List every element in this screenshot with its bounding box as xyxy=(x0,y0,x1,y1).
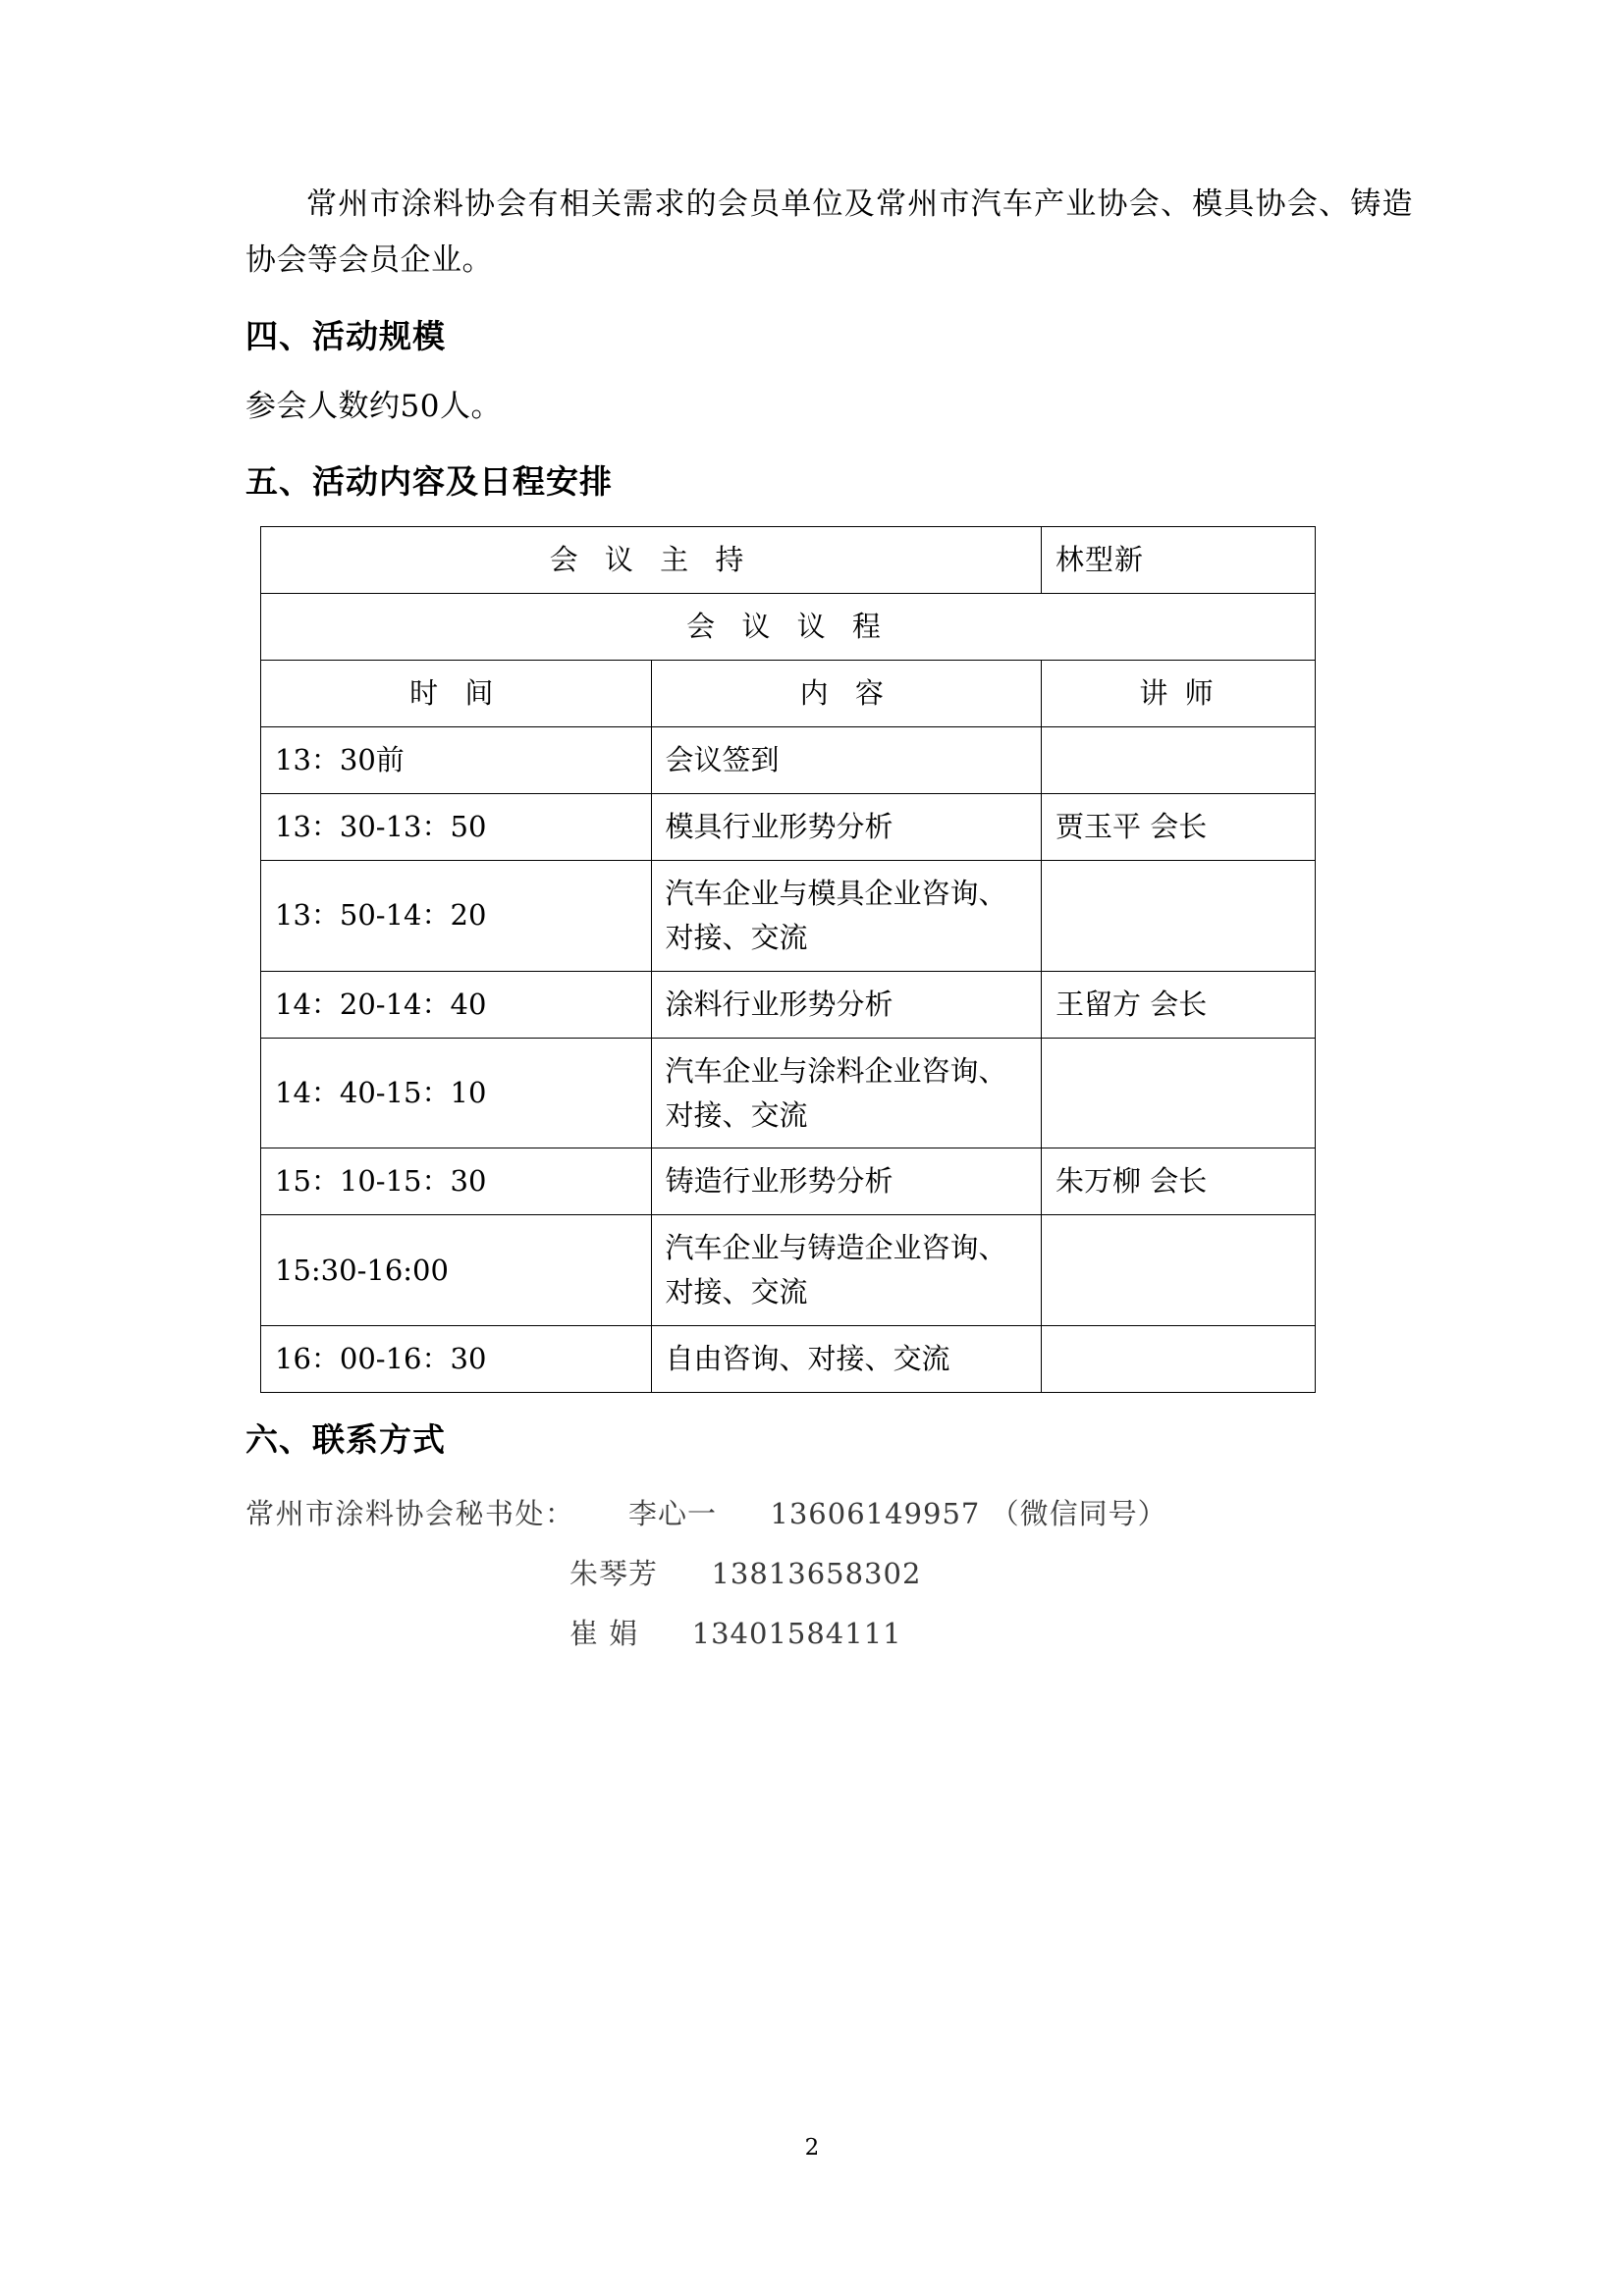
header-teacher: 讲 师 xyxy=(1042,660,1316,726)
table-row xyxy=(261,793,1316,860)
cell-teacher xyxy=(1042,1038,1316,1148)
header-time: 时 间 xyxy=(261,660,652,726)
table-row xyxy=(261,971,1316,1038)
agenda-table xyxy=(260,526,1316,1393)
cell-time: 14：20-14：40 xyxy=(261,971,652,1038)
cell-time: 14：40-15：10 xyxy=(261,1038,652,1148)
cell-content: 汽车企业与铸造企业咨询、对接、交流 xyxy=(651,1215,1042,1326)
contact-line-1 xyxy=(245,1484,1413,1544)
table-row xyxy=(261,860,1316,971)
cell-time: 16：00-16：30 xyxy=(261,1326,652,1393)
table-row-headers xyxy=(261,660,1316,726)
section-heading-five: 五、活动内容及日程安排 xyxy=(245,462,613,502)
cell-teacher xyxy=(1042,726,1316,793)
table-row xyxy=(261,726,1316,793)
header-content: 内 容 xyxy=(651,660,1042,726)
cell-teacher xyxy=(1042,860,1316,971)
contact-note: （微信同号） xyxy=(990,1497,1167,1530)
cell-teacher: 王留方 会长 xyxy=(1042,971,1316,1038)
table-row xyxy=(261,1215,1316,1326)
cell-content: 自由咨询、对接、交流 xyxy=(651,1326,1042,1393)
host-label-cell: 会 议 主 持 xyxy=(261,527,1042,594)
contact-line-3 xyxy=(245,1604,1413,1664)
cell-content: 汽车企业与涂料企业咨询、对接、交流 xyxy=(651,1038,1042,1148)
section-heading-six: 六、联系方式 xyxy=(245,1420,446,1460)
agenda-label-cell: 会 议 议 程 xyxy=(261,594,1316,661)
cell-content: 铸造行业形势分析 xyxy=(651,1148,1042,1215)
section-four-text: 参会人数约50人。 xyxy=(245,389,502,425)
contact-office-label: 常州市涂料协会秘书处： xyxy=(245,1497,575,1530)
contact-name: 朱琴芳 xyxy=(569,1556,659,1590)
table-row-host xyxy=(261,527,1316,594)
contact-phone: 13813658302 xyxy=(711,1556,922,1590)
contact-name: 李心一 xyxy=(627,1497,717,1530)
contact-block xyxy=(245,1484,1413,1664)
cell-time: 13：30-13：50 xyxy=(261,793,652,860)
cell-teacher xyxy=(1042,1215,1316,1326)
cell-time: 13：30前 xyxy=(261,726,652,793)
cell-time: 15：10-15：30 xyxy=(261,1148,652,1215)
cell-content: 汽车企业与模具企业咨询、对接、交流 xyxy=(651,860,1042,971)
cell-teacher xyxy=(1042,1326,1316,1393)
table-row xyxy=(261,1148,1316,1215)
contact-phone: 13606149957 xyxy=(770,1497,981,1530)
contact-name: 崔 娟 xyxy=(569,1616,639,1650)
page-number: 2 xyxy=(804,2135,820,2161)
cell-time: 13：50-14：20 xyxy=(261,860,652,971)
table-row-agenda-title xyxy=(261,594,1316,661)
section-heading-four: 四、活动规模 xyxy=(245,316,446,355)
host-name-cell: 林型新 xyxy=(1042,527,1316,594)
contact-phone: 13401584111 xyxy=(691,1616,902,1650)
intro-paragraph: 常州市涂料协会有相关需求的会员单位及常州市汽车产业协会、模具协会、铸造协会等会员企业。 xyxy=(245,187,1413,279)
cell-content: 涂料行业形势分析 xyxy=(651,971,1042,1038)
cell-content: 会议签到 xyxy=(651,726,1042,793)
table-row xyxy=(261,1038,1316,1148)
cell-content: 模具行业形势分析 xyxy=(651,793,1042,860)
table-row xyxy=(261,1326,1316,1393)
contact-line-2 xyxy=(245,1544,1413,1604)
cell-teacher: 朱万柳 会长 xyxy=(1042,1148,1316,1215)
cell-teacher: 贾玉平 会长 xyxy=(1042,793,1316,860)
cell-time: 15:30-16:00 xyxy=(261,1215,652,1326)
